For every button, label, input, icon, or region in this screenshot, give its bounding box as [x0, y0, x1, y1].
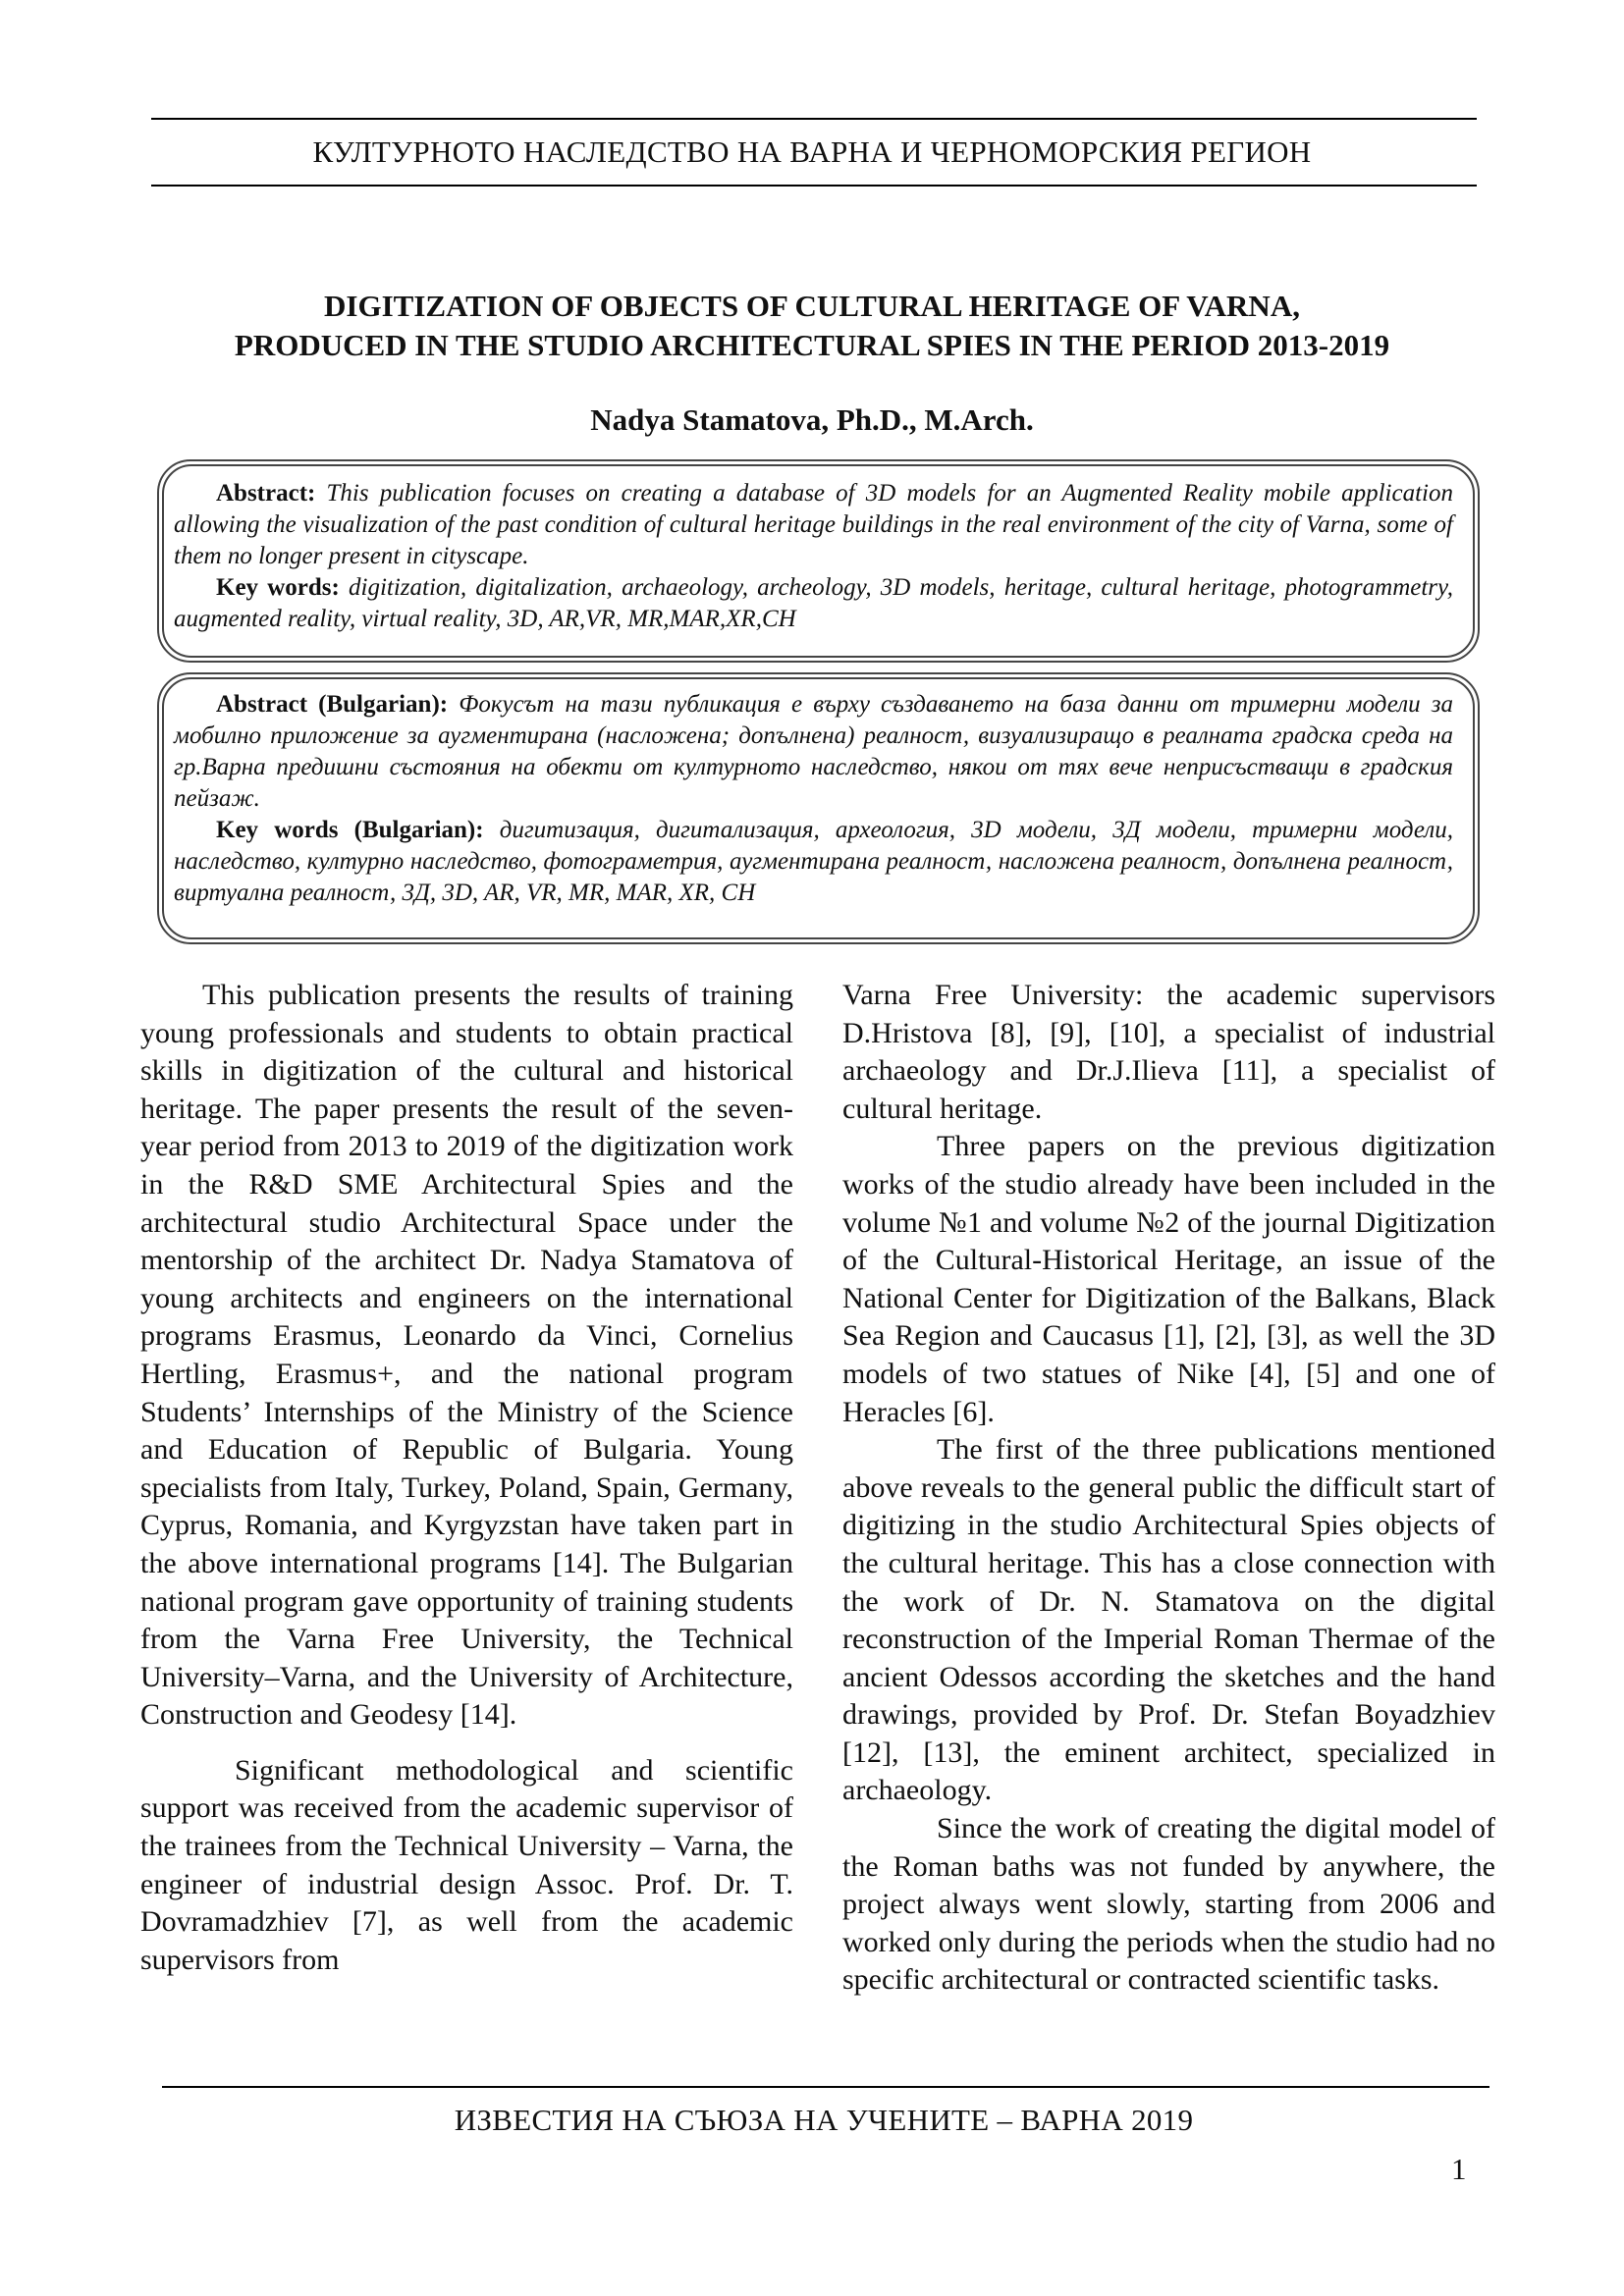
keywords-bg-label: Key words (Bulgarian): [216, 817, 484, 843]
right-paragraph-3: The first of the three publications mentioned above reveals to the general public the difficult start of digitizing in the studio Architectural Spies objects of the cultural heritage. This has a close connection with the work of Dr. N. Stamatova on the digital reconstruction of the Imperial Roman Thermae of the ancient Odessos according the sketches and the hand drawings, provided by Prof. Dr. Stefan Boyadzhiev [12], [13], the eminent architect, specialized in archaeology. [842, 1433, 1495, 1807]
keywords-en-text: digitization, digitalization, archaeology, archeology, 3D models, heritage, cultural heritage, photogrammetry, augmented reality, virtual reality, 3D, AR,VR, MR,MAR,XR,CH [174, 574, 1454, 632]
author-line: Nadya Stamatova, Ph.D., M.Arch. [590, 402, 1034, 437]
header-rule-bottom [151, 185, 1477, 187]
paper-title-line-2: PRODUCED IN THE STUDIO ARCHITECTURAL SPIES IN THE PERIOD 2013-2019 [234, 328, 1390, 362]
abstract-bg-label: Abstract (Bulgarian): [216, 691, 449, 718]
body-left-column [140, 977, 793, 1979]
abstract-en-paragraph [174, 478, 1453, 572]
abstract-bg-box [162, 677, 1475, 939]
abstract-en-box [162, 464, 1475, 658]
keywords-en-paragraph [174, 572, 1453, 635]
page-number: 1 [1451, 2152, 1467, 2186]
keywords-bg-text: дигитизация, дигитализация, археология, 3D модели, 3Д модели, тримерни модели, наследство, културно наследство, фотограметрия, аугментирана реалност, наслoжена реалност, допълнена реалност, виртуална реалност, 3Д, 3D, AR, VR, MR, MAR, XR, CH [174, 817, 1453, 906]
abstract-en-text: This publication focuses on creating a database of 3D models for an Augmented Reality mobile application allowing the visualization of the past condition of cultural heritage buildings in the real environment of the city of Varna, some of them no longer present in cityscape. [174, 480, 1453, 569]
abstract-bg-paragraph [174, 689, 1453, 815]
running-header: КУЛТУРНОТО НАСЛЕДСТВО НА ВАРНА И ЧЕРНОМОРСКИЯ РЕГИОН [312, 134, 1312, 169]
paper-title [0, 287, 1624, 365]
paper-title-line-1: DIGITIZATION OF OBJECTS OF CULTURAL HERITAGE OF VARNA, [324, 289, 1300, 323]
abstract-en-label: Abstract: [216, 480, 316, 507]
header-rule-top [151, 118, 1477, 120]
keywords-bg-paragraph [174, 815, 1453, 909]
left-paragraph-1: This publication presents the results of training young professionals and students to obtain practical skills in digitization of the cultural and historical heritage. The paper presents the result of the seven-year period from 2013 to 2019 of the digitization work in the R&D SME Architectural Spies and the architectural studio Architectural Space under the mentorship of the architect Dr. Nadya Stamatova of young architects and engineers on the international programs Erasmus, Leonardo da Vinci, Cornelius Hertling, Erasmus+, and the national program Students’ Internships of the Ministry of the Science and Education of Republic of Bulgaria. Young specialists from Italy, Turkey, Poland, Spain, Germany, Cyprus, Romania, and Kyrgyzstan have taken part in the above international programs [14]. The Bulgarian national program gave opportunity of training students from the Varna Free University, the Technical University–Varna, and the University of Architecture, Construction and Geodesy [14]. [140, 979, 793, 1732]
keywords-en-label: Key words: [216, 574, 340, 601]
abstract-bg-text: Фокусът на тази публикация е върху създаването на база данни от тримерни модели за мобилно приложение за аугментирана (наслoжена; допълнена) реалност, визуализиращо в реалната градска среда на гр.Варна предишни състояния на обекти от културното наследство, някои от тях вече неприсъстващи в градския пейзаж. [174, 691, 1453, 812]
body-right-column [842, 977, 1495, 2000]
right-paragraph-4: Since the work of creating the digital model of the Roman baths was not funded by anywhere, the project always went slowly, starting from 2006 and worked only during the periods when the studio had no specific architectural or contracted scientific tasks. [842, 1812, 1495, 1997]
left-paragraph-2: Significant methodological and scientific support was received from the academic supervisor of the trainees from the Technical University – Varna, the engineer of industrial design Assoc. Prof. Dr. T. Dovramadzhiev [7], as well from the academic supervisors from [140, 1753, 793, 1976]
footer-rule [162, 2086, 1489, 2088]
right-paragraph-2: Three papers on the previous digitization works of the studio already have been included in the volume №1 and volume №2 of the journal Digitization of the Cultural-Historical Heritage, an issue of the National Center for Digitization of the Balkans, Black Sea Region and Caucasus [1], [2], [3], as well the 3D models of two statues of Nike [4], [5] and one of Heracles [6]. [842, 1130, 1495, 1428]
running-footer: ИЗВЕСТИЯ НА СЪЮЗА НА УЧЕНИТЕ – ВАРНА 2019 [454, 2103, 1194, 2137]
right-paragraph-1: Varna Free University: the academic supervisors D.Hristova [8], [9], [10], a specialist of industrial archaeology and Dr.J.Ilieva [11], a specialist of cultural heritage. [842, 979, 1495, 1125]
